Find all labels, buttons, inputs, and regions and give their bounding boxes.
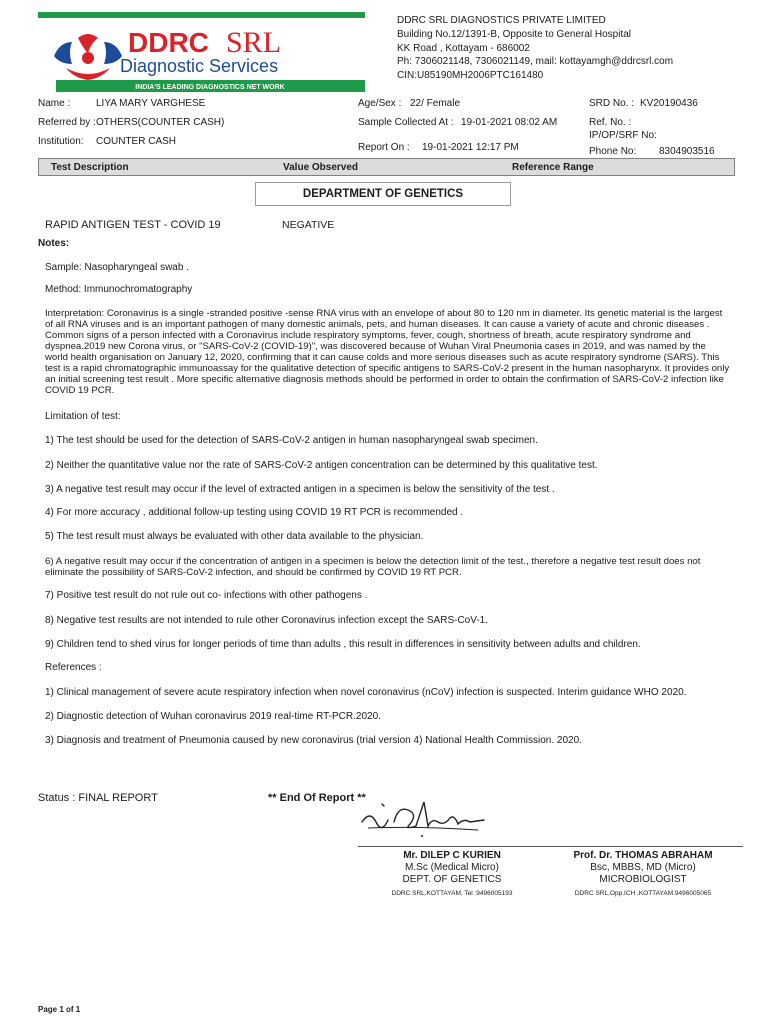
limitation-item: 8) Negative test results are not intended to rule other Coronavirus infection except the SARS-CoV-1.	[45, 615, 489, 626]
patient-agesex: 22/ Female	[410, 98, 461, 109]
limitation-item: 7) Positive test result do not rule out co- infections with other pathogens .	[45, 590, 368, 601]
signatory-qualification: Bsc, MBBS, MD (Micro)	[590, 862, 696, 873]
signatory-name: Mr. DILEP C KURIEN	[403, 850, 501, 861]
agesex-label: Age/Sex :	[358, 98, 402, 109]
srd-number: KV20190436	[640, 98, 698, 109]
srd-label: SRD No. :	[589, 98, 635, 109]
logo-tagline: Diagnostic Services	[120, 56, 279, 76]
name-label: Name :	[38, 98, 71, 109]
results-table-header	[38, 158, 735, 176]
notes-method: Method: Immunochromatography	[45, 284, 193, 295]
signatory-1	[357, 850, 547, 899]
signatory-contact: DDRC SRL,KOTTAYAM, Tel :9496005193	[391, 890, 513, 897]
signatory-contact: DDRC SRL,Opp.ICH ,KOTTAYAM.9496005065	[574, 890, 712, 897]
reference-item: 1) Clinical management of severe acute respiratory infection when novel coronavirus (nCoV) infection is suspected. Interim guidance WHO 2020.	[45, 687, 687, 698]
notes-interpretation: Interpretation: Coronavirus is a single -stranded positive -sense RNA virus with an envelope of about 80 to 120 nm in diameter. Its genetic material is the largest of all RNA viruses and is an important pathogen of many domestic animals, pets, and human diseases. It can cause a variety of acute and chronic diseases . Common signs of a person infected with a Coronavirus include respiratory symptoms, fever, cough, shortness of breath, acute respiratory syndrome and dyspnea.2019 new Corona virus, or "SARS-CoV-2 (COVID-19)", was discovered because of Wuhan Viral Pneumonia cases in 2019, and was named by the world health organisation on January 12, 2020, confirming that it can cause colds and more serious diseases such as acute respiratory syndrome (SARS). This test is a rapid chromatographic immunoassay for the qualitative detection of specific antigens to SARS-CoV-2 present in the human nasopharynx. It provides only an initial screening test result . More specific alternative diagnosis methods should be performed in order to obtain the confirmation of SARS-CoV-2 infection like COVID 19 PCR.	[45, 308, 730, 396]
company-address-line-2: KK Road , Kottayam - 686002	[397, 43, 530, 54]
limitation-item: 5) The test result must always be evaluated with other data available to the physician.	[45, 531, 424, 542]
limitation-heading: Limitation of test:	[45, 411, 121, 422]
limitation-item: 4) For more accuracy , additional follow-up testing using COVID 19 RT PCR is recommended .	[45, 507, 464, 518]
sample-label: Sample Collected At :	[358, 117, 454, 128]
phone-label: Phone No:	[589, 146, 637, 157]
signature-image	[358, 796, 498, 840]
patient-name: LIYA MARY VARGHESE	[96, 98, 206, 109]
company-name: DDRC SRL DIAGNOSTICS PRIVATE LIMITED	[397, 15, 606, 26]
limitation-item: 1) The test should be used for the detection of SARS-CoV-2 antigen in human nasopharyngeal swab specimen.	[45, 435, 538, 446]
signatory-department: DEPT. OF GENETICS	[402, 874, 502, 885]
referred-by: OTHERS(COUNTER CASH)	[96, 117, 225, 128]
result-value: NEGATIVE	[282, 219, 335, 231]
sample-collected: 19-01-2021 08:02 AM	[461, 117, 558, 128]
company-address-line-1: Building No.12/1391-B, Opposite to General Hospital	[397, 29, 632, 40]
end-of-report: ** End Of Report **	[268, 792, 366, 804]
company-cin: CIN:U85190MH2006PTC161480	[397, 70, 544, 81]
report-status: Status : FINAL REPORT	[38, 792, 158, 804]
col-test-description: Test Description	[51, 162, 129, 173]
reference-item: 2) Diagnostic detection of Wuhan coronavirus 2019 real-time RT-PCR.2020.	[45, 711, 381, 722]
references-heading: References :	[45, 662, 102, 673]
signatory-department: MICROBIOLOGIST	[599, 874, 687, 885]
institution-label: Institution:	[38, 136, 84, 147]
phone-number: 8304903516	[659, 146, 715, 157]
limitation-item: 3) A negative test result may occur if the level of extracted antigen in a specimen is below the sensitivity of the test .	[45, 484, 555, 495]
logo-top-strip	[38, 12, 365, 18]
limitation-item: 9) Children tend to shed virus for longer periods of time than adults , this result in differences in sensitivity between adults and children.	[45, 639, 641, 650]
ref-no-label: Ref. No. :	[589, 117, 632, 128]
limitation-item: 6) A negative result may occur if the concentration of antigen in a specimen is below the detection limit of the test., therefore a negative test result does not eliminate the possibility of SARS-CoV-2 infection, and should be confirmed by COVID 19 RT PCR.	[45, 556, 701, 578]
signatory-name: Prof. Dr. THOMAS ABRAHAM	[573, 850, 713, 861]
signature-divider	[358, 846, 743, 847]
report-label: Report On :	[358, 142, 410, 153]
logo-emblem	[54, 34, 122, 80]
col-value-observed: Value Observed	[283, 162, 359, 173]
notes-heading: Notes:	[38, 238, 70, 249]
notes-sample: Sample: Nasopharyngeal swab .	[45, 262, 189, 273]
col-reference-range: Reference Range	[512, 162, 594, 173]
signatory-2	[548, 850, 738, 899]
ddrc-srl-logo	[38, 12, 365, 92]
reference-item: 3) Diagnosis and treatment of Pneumonia caused by new coronavirus (trial version 4) National Health Commission. 2020.	[45, 735, 582, 746]
logo-ddrc-text: DDRC	[128, 27, 209, 58]
institution: COUNTER CASH	[96, 136, 177, 147]
ipop-label: IP/OP/SRF No:	[589, 130, 657, 141]
limitation-item: 2) Neither the quantitative value nor the rate of SARS-CoV-2 antigen concentration can be determined by this qualitative test.	[45, 460, 598, 471]
page-number: Page 1 of 1	[38, 1005, 81, 1014]
signatory-qualification: M.Sc (Medical Micro)	[405, 862, 499, 873]
logo-srl-text: SRL	[226, 26, 282, 59]
company-contact: Ph: 7306021148, 7306021149, mail: kottayamgh@ddrcsrl.com	[397, 56, 674, 67]
result-test-name: RAPID ANTIGEN TEST - COVID 19	[45, 219, 221, 231]
report-on: 19-01-2021 12:17 PM	[422, 142, 519, 153]
referred-label: Referred by :	[38, 117, 96, 128]
logo-strip-text: INDIA'S LEADING DIAGNOSTICS NET WORK	[135, 84, 285, 91]
department-title: DEPARTMENT OF GENETICS	[255, 182, 511, 206]
